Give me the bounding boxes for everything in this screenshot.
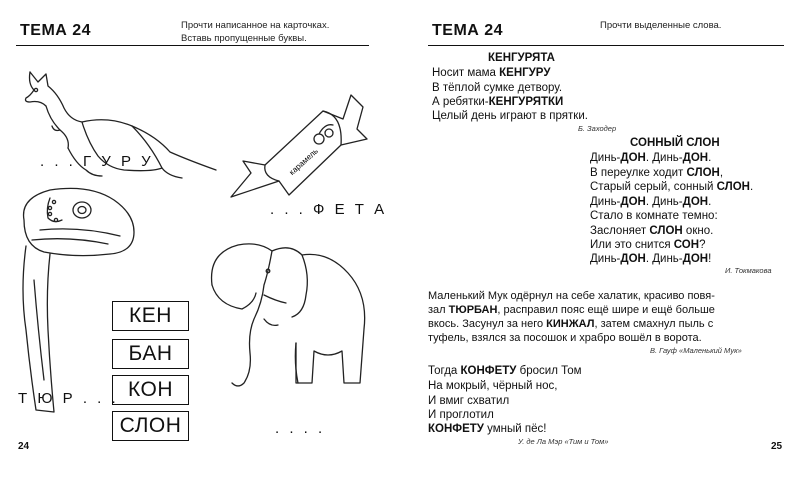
elephant-word-label: . . . . (275, 420, 326, 437)
poem1-author: Б. Заходер (578, 124, 617, 133)
left-instruction (181, 19, 329, 45)
word-card-kon: КОН (112, 375, 189, 405)
right-instruction: Прочти выделенные слова. (600, 20, 722, 31)
poem1-line: А ребятки-КЕНГУРЯТКИ (432, 96, 564, 108)
poem2-line: Или это снится СОН? (590, 239, 706, 251)
poem3-line: И проглотил (428, 409, 494, 421)
word-card-ken: КЕН (112, 301, 189, 331)
kangaroo-word-label: . . . Г У Р У (40, 153, 154, 170)
poem2-line: Динь-ДОН. Динь-ДОН. (590, 152, 712, 164)
left-theme-title: ТЕМА 24 (20, 22, 92, 39)
elephant-illustration (198, 233, 378, 413)
left-header-rule (16, 45, 369, 46)
prose-line: зал ТЮРБАН, расправил пояс ещё шире и ещё больше (428, 304, 715, 316)
prose-line: туфель, взялся за посошок и храбро вошёл в ворота. (428, 332, 702, 344)
poem3-line: И вмиг схватил (428, 395, 510, 407)
poem-title-kengurjata: КЕНГУРЯТА (488, 52, 555, 64)
poem2-line: В переулке ходит СЛОН, (590, 167, 724, 179)
left-instruction-line-2: Вставь пропущенные буквы. (181, 33, 307, 44)
right-page-number: 25 (771, 441, 783, 452)
poem2-line: Динь-ДОН. Динь-ДОН. (590, 196, 712, 208)
poem2-line: Заслоняет СЛОН окно. (590, 225, 714, 237)
poem2-line: Динь-ДОН. Динь-ДОН! (590, 253, 712, 265)
prose-author: В. Гауф «Маленький Мук» (650, 346, 742, 355)
turban-word-label: Т Ю Р . . . (18, 390, 119, 407)
poem3-author: У. де Ла Мэр «Тим и Том» (518, 437, 609, 446)
poem3-line: На мокрый, чёрный нос, (428, 380, 558, 392)
prose-line: вкось. Засунул за него КИНЖАЛ, затем смахнул пыль с (428, 318, 714, 330)
poem1-line: Носит мама КЕНГУРУ (432, 67, 551, 79)
right-theme-title: ТЕМА 24 (432, 22, 504, 39)
candy-word-label: . . . Ф Е Т А (270, 201, 388, 218)
poem2-line: Старый серый, сонный СЛОН. (590, 181, 754, 193)
left-instruction-line-1: Прочти написанное на карточках. (181, 20, 330, 31)
poem1-line: В тёплой сумке детвору. (432, 82, 563, 94)
poem1-line: Целый день играют в прятки. (432, 110, 588, 122)
left-page-number: 24 (18, 441, 30, 452)
poem-title-sonnyj-slon: СОННЫЙ СЛОН (630, 137, 720, 149)
right-page (400, 0, 800, 480)
poem2-line: Стало в комнате темно: (590, 210, 718, 222)
prose-line: Маленький Мук одёрнул на себе халатик, красиво повя- (428, 290, 715, 302)
word-card-ban: БАН (112, 339, 189, 369)
right-header-rule (428, 45, 784, 46)
poem3-line: Тогда КОНФЕТУ бросил Том (428, 365, 582, 377)
poem2-author: И. Токмакова (725, 266, 772, 275)
word-card-slon: СЛОН (112, 411, 189, 441)
candy-illustration (225, 85, 370, 205)
candy-wrapper-text: карамель (287, 146, 320, 177)
poem3-line: КОНФЕТУ умный пёс! (428, 423, 547, 435)
